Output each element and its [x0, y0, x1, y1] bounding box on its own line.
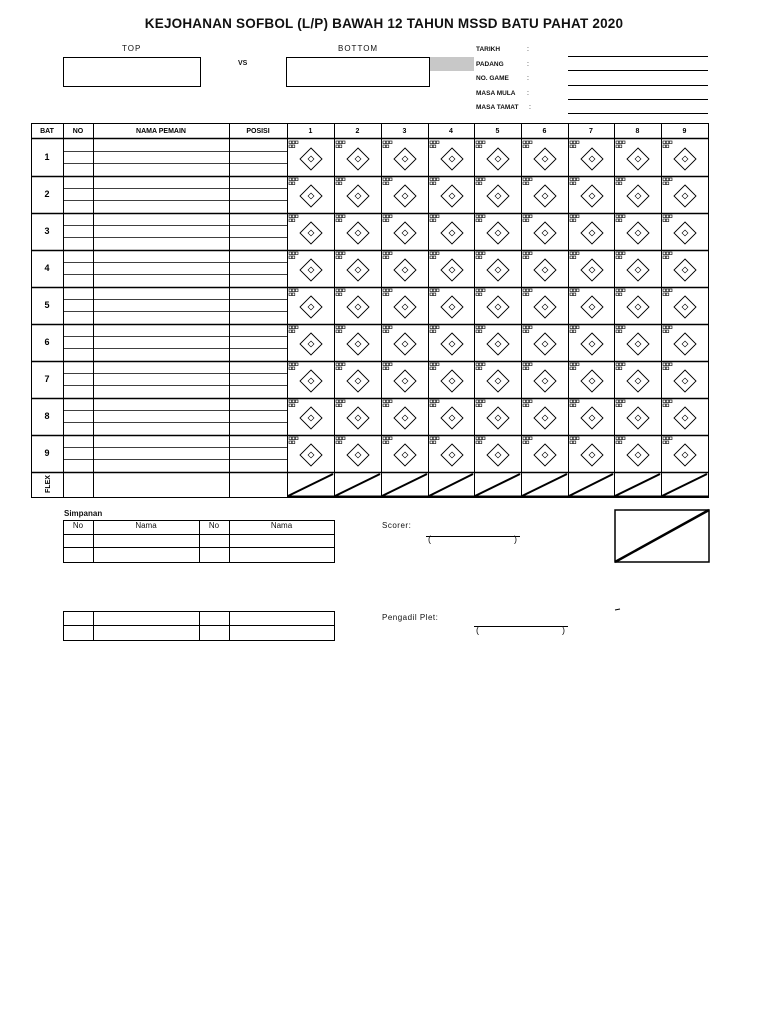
- no-header: NO: [72, 128, 84, 135]
- posisi-header: POSISI: [246, 128, 270, 135]
- colon: :: [527, 75, 529, 82]
- inning-header-7: 7: [589, 128, 593, 135]
- reserve-nama-header: Nama: [135, 521, 157, 530]
- inning-header-2: 2: [355, 128, 360, 135]
- colon: :: [527, 46, 529, 53]
- batter-number: 6: [44, 337, 50, 347]
- masa-mula-label: MASA MULA: [476, 90, 516, 97]
- no-game-label: NO. GAME: [476, 75, 509, 82]
- batter-number: 8: [44, 411, 50, 421]
- batter-number: 9: [44, 448, 50, 458]
- inning-header-9: 9: [682, 128, 687, 135]
- masa-tamat-label: MASA TAMAT: [476, 104, 519, 111]
- inning-header-6: 6: [542, 128, 547, 135]
- bat-header: BAT: [40, 128, 54, 135]
- reserve-no-header: No: [72, 521, 84, 530]
- reserve-nama-header: Nama: [270, 521, 293, 530]
- inning-header-1: 1: [308, 128, 313, 135]
- scorer-label: Scorer:: [382, 521, 412, 530]
- top-team-label: TOP: [122, 44, 142, 53]
- colon: :: [527, 61, 529, 68]
- pengadil-paren-close: ): [562, 625, 565, 635]
- batter-number: 3: [44, 226, 50, 236]
- batter-number: 4: [44, 263, 50, 273]
- reserve-no-header: No: [208, 521, 220, 530]
- tick-mark: [615, 609, 620, 610]
- batter-number: 5: [44, 300, 50, 310]
- scorer-paren-close: ): [514, 534, 517, 544]
- pengadil-paren-open: (: [476, 625, 479, 635]
- pengadil-label: Pengadil Plet:: [382, 613, 439, 622]
- bottom-team-label: BOTTOM: [338, 44, 379, 53]
- padang-label: PADANG: [476, 61, 504, 68]
- scorer-paren-open: (: [428, 534, 431, 544]
- batter-number: 1: [44, 152, 50, 162]
- reserve-table-2: [64, 612, 335, 641]
- inning-header-5: 5: [495, 128, 500, 135]
- inning-header-8: 8: [635, 128, 640, 135]
- colon: :: [527, 90, 529, 97]
- inning-header-3: 3: [402, 128, 407, 135]
- simpanan-title: Simpanan: [64, 509, 103, 518]
- page-title: KEJOHANAN SOFBOL (L/P) BAWAH 12 TAHUN MSSD BATU PAHAT 2020: [144, 16, 624, 31]
- batter-number: 2: [44, 189, 50, 199]
- total-box: [615, 510, 709, 562]
- vs-label: VS: [238, 60, 248, 67]
- inning-header-4: 4: [449, 128, 453, 135]
- nama-pemain-header: NAMA PEMAIN: [136, 128, 186, 135]
- colon: :: [529, 104, 531, 111]
- tarikh-label: TARIKH: [476, 46, 501, 53]
- batter-number: 7: [44, 374, 50, 384]
- total-box-diagonal: [615, 510, 709, 562]
- flex-label: FLEX: [45, 475, 52, 493]
